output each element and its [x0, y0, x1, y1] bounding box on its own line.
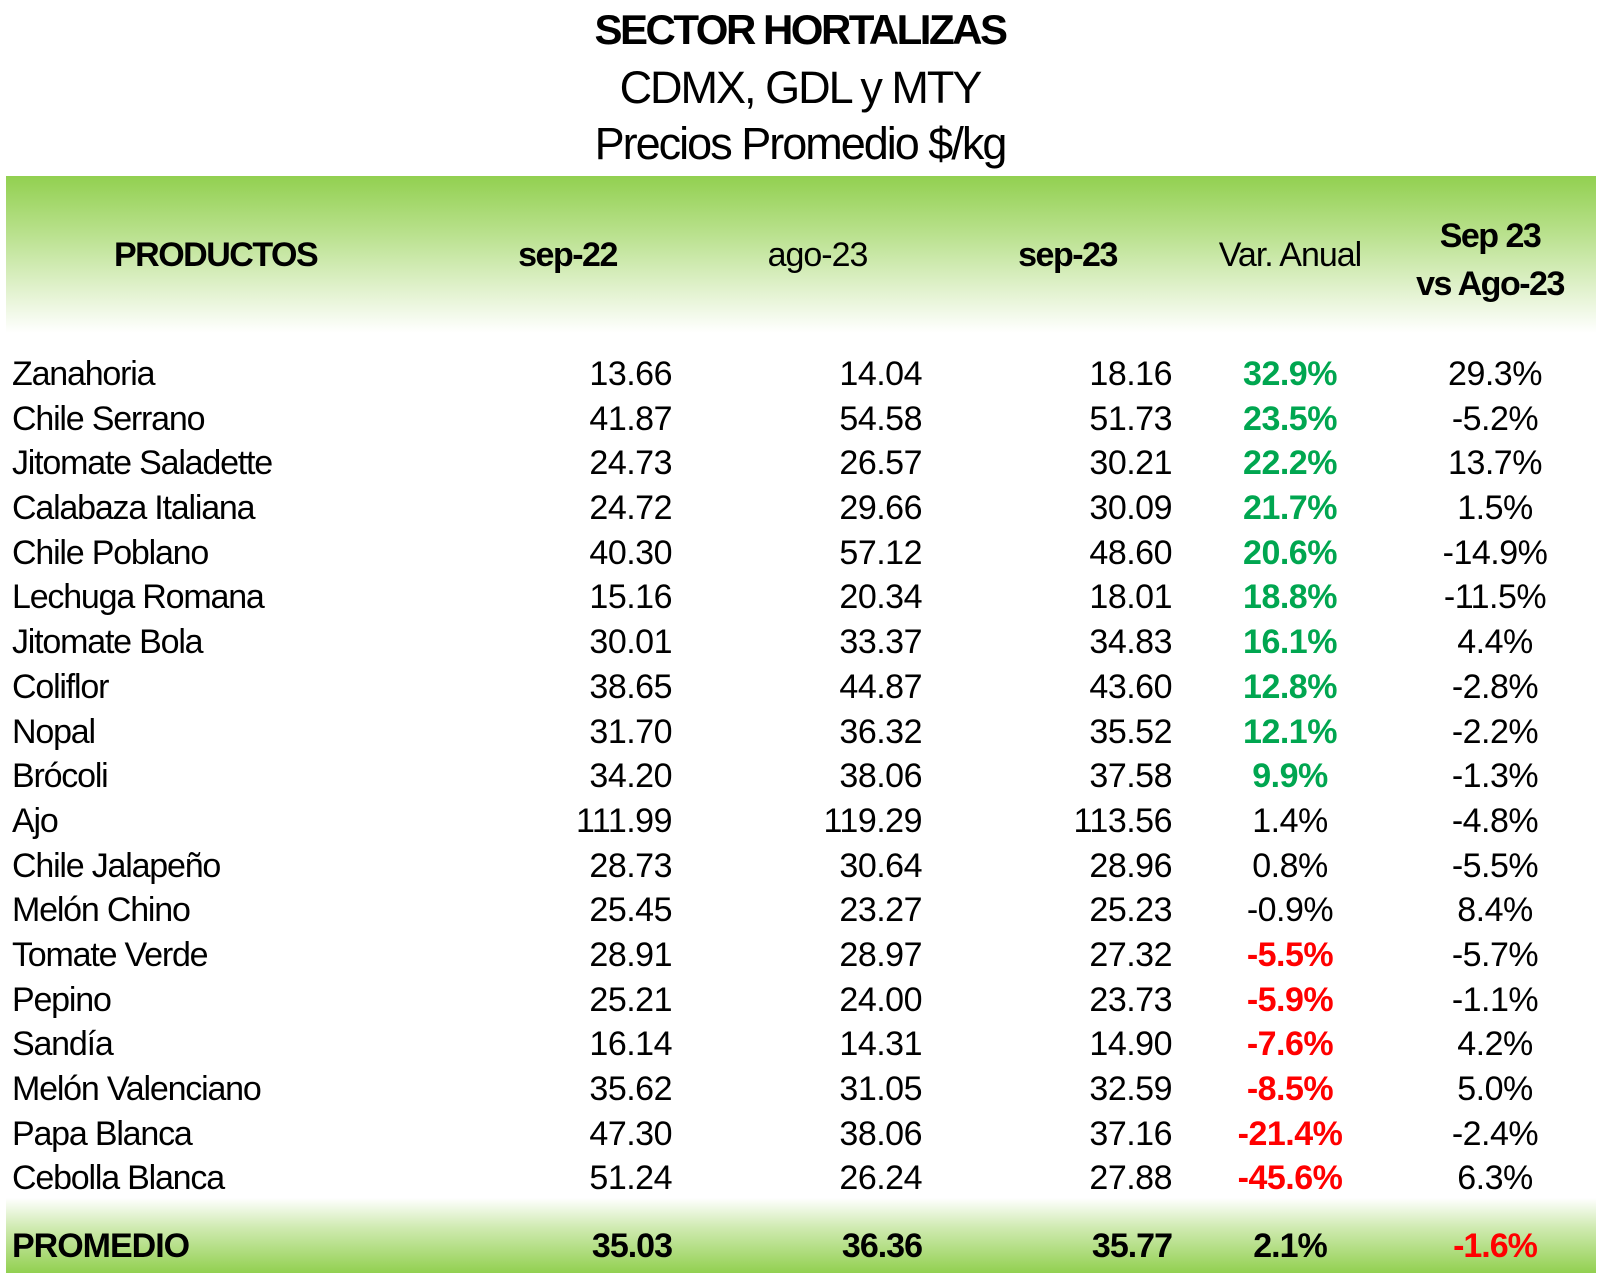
cell-ago-23: 24.00 [839, 980, 922, 1019]
cell-var-anual: -0.9% [1246, 891, 1334, 930]
cell-monthly-change: 29.3% [1448, 355, 1542, 393]
product-name: Cebolla Blanca [12, 1159, 224, 1198]
cell-monthly-change: 4.4% [1457, 623, 1533, 662]
table-footer-row [0, 1224, 1600, 1270]
product-name: Zanahoria [12, 355, 155, 393]
cell-var-anual: 23.5% [1243, 399, 1337, 438]
cell-ago-23: 23.27 [839, 891, 922, 930]
cell-sep-22: 47.30 [589, 1114, 672, 1153]
table-row [0, 1067, 1600, 1112]
table-row [0, 933, 1600, 978]
table-row [0, 352, 1600, 397]
cell-monthly-change: 8.4% [1457, 891, 1533, 930]
product-name: Chile Poblano [12, 533, 209, 572]
cell-ago-23: 36.32 [839, 712, 922, 751]
footer-sep-23: 35.77 [1091, 1227, 1172, 1265]
cell-sep-22: 38.65 [589, 667, 672, 706]
table-row [0, 441, 1600, 486]
cell-sep-23: 18.01 [1089, 578, 1172, 617]
product-name: Ajo [12, 801, 58, 840]
cell-sep-23: 37.58 [1089, 757, 1172, 796]
cell-sep-23: 27.32 [1089, 935, 1172, 974]
cell-sep-23: 113.56 [1073, 801, 1172, 840]
cell-sep-22: 24.73 [589, 444, 672, 483]
column-header-sep-23: sep-23 [1018, 236, 1117, 274]
cell-ago-23: 33.37 [839, 623, 922, 662]
cell-ago-23: 29.66 [839, 489, 922, 528]
cell-sep-22: 15.16 [589, 578, 672, 617]
product-name: Chile Jalapeño [12, 846, 221, 885]
table-row [0, 888, 1600, 933]
cell-sep-22: 28.91 [589, 935, 672, 974]
cell-ago-23: 38.06 [839, 757, 922, 796]
cell-var-anual: 1.4% [1252, 801, 1328, 840]
cell-var-anual: 12.1% [1243, 712, 1337, 751]
cell-sep-23: 25.23 [1089, 891, 1172, 930]
cell-var-anual: -7.6% [1246, 1025, 1334, 1064]
table-row [0, 486, 1600, 531]
table-row [0, 1022, 1600, 1067]
cell-ago-23: 38.06 [839, 1114, 922, 1153]
footer-monthly-change: -1.6% [1453, 1227, 1537, 1265]
cell-sep-23: 32.59 [1089, 1070, 1172, 1108]
cell-var-anual: 32.9% [1243, 355, 1337, 393]
cell-ago-23: 57.12 [839, 533, 922, 572]
cell-sep-22: 51.24 [589, 1159, 672, 1198]
cell-sep-23: 51.73 [1089, 399, 1172, 438]
cell-sep-23: 30.09 [1089, 489, 1172, 528]
cell-var-anual: 16.1% [1243, 623, 1337, 662]
footer-label: PROMEDIO [12, 1227, 190, 1265]
cell-ago-23: 54.58 [839, 399, 922, 438]
cell-sep-23: 30.21 [1089, 444, 1172, 483]
cell-sep-23: 34.83 [1089, 623, 1172, 662]
cell-monthly-change: 6.3% [1457, 1159, 1533, 1198]
cell-sep-22: 41.87 [589, 399, 672, 438]
product-name: Papa Blanca [12, 1114, 192, 1153]
cell-ago-23: 26.24 [839, 1159, 922, 1198]
cell-var-anual: 22.2% [1243, 444, 1337, 483]
cell-sep-22: 13.66 [589, 355, 672, 393]
page-title: SECTOR HORTALIZAS [594, 6, 1006, 53]
product-name: Melón Chino [12, 891, 190, 930]
cell-sep-22: 111.99 [576, 801, 672, 840]
cell-monthly-change: -2.4% [1451, 1114, 1539, 1153]
cell-sep-23: 28.96 [1089, 846, 1172, 885]
cell-monthly-change: 4.2% [1457, 1025, 1533, 1064]
cell-sep-23: 23.73 [1089, 980, 1172, 1019]
table-row [0, 710, 1600, 755]
cell-monthly-change: -2.2% [1451, 712, 1539, 751]
table-body [0, 352, 1600, 1201]
cell-ago-23: 20.34 [839, 578, 922, 617]
page-subtitle-units: Precios Promedio $/kg [594, 118, 1006, 169]
table-row [0, 665, 1600, 710]
column-header-ago-23: ago-23 [767, 236, 868, 274]
cell-sep-23: 43.60 [1089, 667, 1172, 706]
product-name: Brócoli [12, 757, 108, 796]
product-name: Coliflor [12, 667, 109, 706]
cell-monthly-change: -4.8% [1451, 801, 1539, 840]
cell-sep-22: 16.14 [589, 1025, 672, 1064]
cell-sep-22: 25.45 [589, 891, 672, 930]
table-row [0, 397, 1600, 442]
cell-sep-23: 35.52 [1089, 712, 1172, 751]
cell-sep-22: 28.73 [589, 846, 672, 885]
cell-ago-23: 31.05 [839, 1070, 922, 1108]
cell-ago-23: 14.04 [839, 355, 922, 393]
product-name: Tomate Verde [12, 935, 208, 974]
cell-ago-23: 119.29 [823, 801, 922, 840]
product-name: Pepino [12, 980, 111, 1019]
column-header-sep-22: sep-22 [518, 236, 617, 274]
page-subtitle-regions: CDMX, GDL y MTY [619, 62, 981, 113]
cell-sep-23: 27.88 [1089, 1159, 1172, 1198]
cell-monthly-change: -5.2% [1451, 399, 1539, 438]
footer-var-anual: 2.1% [1253, 1227, 1327, 1265]
table-row [0, 1112, 1600, 1157]
cell-sep-22: 31.70 [589, 712, 672, 751]
cell-ago-23: 26.57 [839, 444, 922, 483]
footer-sep-22: 35.03 [591, 1227, 672, 1265]
table-row [0, 1156, 1600, 1201]
cell-var-anual: 18.8% [1243, 578, 1337, 617]
cell-ago-23: 44.87 [839, 667, 922, 706]
cell-var-anual: 12.8% [1243, 667, 1337, 706]
cell-var-anual: 21.7% [1243, 489, 1337, 528]
product-name: Nopal [12, 712, 95, 751]
cell-monthly-change: -14.9% [1442, 533, 1548, 572]
product-name: Sandía [12, 1025, 113, 1064]
cell-var-anual: -5.9% [1246, 980, 1334, 1019]
column-header-monthly-change-line2: vs Ago-23 [1416, 265, 1564, 303]
cell-monthly-change: 13.7% [1448, 444, 1542, 483]
cell-sep-22: 34.20 [589, 757, 672, 796]
cell-monthly-change: -5.7% [1451, 935, 1539, 974]
cell-var-anual: -45.6% [1237, 1159, 1343, 1198]
cell-ago-23: 28.97 [839, 935, 922, 974]
cell-monthly-change: -1.3% [1451, 757, 1539, 796]
table-row [0, 799, 1600, 844]
table-row [0, 531, 1600, 576]
cell-sep-22: 30.01 [589, 623, 672, 662]
product-name: Melón Valenciano [12, 1070, 261, 1108]
product-name: Calabaza Italiana [12, 489, 255, 528]
cell-sep-23: 18.16 [1089, 355, 1172, 393]
cell-monthly-change: -11.5% [1443, 578, 1547, 617]
table-row [0, 844, 1600, 889]
table-row [0, 620, 1600, 665]
cell-monthly-change: -5.5% [1451, 846, 1539, 885]
table-row [0, 754, 1600, 799]
cell-ago-23: 30.64 [839, 846, 922, 885]
cell-var-anual: 20.6% [1243, 533, 1337, 572]
column-header-monthly-change [1385, 212, 1595, 308]
cell-sep-23: 37.16 [1089, 1114, 1172, 1153]
cell-var-anual: 0.8% [1252, 846, 1328, 885]
cell-ago-23: 14.31 [839, 1025, 922, 1064]
product-name: Lechuga Romana [12, 578, 264, 617]
cell-sep-22: 25.21 [589, 980, 672, 1019]
cell-var-anual: 9.9% [1252, 757, 1328, 796]
table-row [0, 575, 1600, 620]
cell-var-anual: -5.5% [1246, 935, 1334, 974]
column-header-var-anual: Var. Anual [1218, 236, 1362, 274]
cell-sep-23: 48.60 [1089, 533, 1172, 572]
table-row [0, 978, 1600, 1023]
cell-sep-22: 40.30 [589, 533, 672, 572]
cell-var-anual: -8.5% [1246, 1070, 1334, 1108]
product-name: Jitomate Bola [12, 623, 203, 662]
cell-var-anual: -21.4% [1237, 1114, 1343, 1153]
footer-ago-23: 36.36 [841, 1227, 922, 1265]
column-header-monthly-change-line1: Sep 23 [1439, 217, 1541, 255]
product-name: Chile Serrano [12, 399, 205, 438]
cell-monthly-change: -2.8% [1451, 667, 1539, 706]
cell-monthly-change: 5.0% [1457, 1070, 1533, 1108]
column-header-products: PRODUCTOS [114, 236, 318, 274]
cell-monthly-change: -1.1% [1451, 980, 1539, 1019]
cell-monthly-change: 1.5% [1457, 489, 1533, 528]
cell-sep-23: 14.90 [1089, 1025, 1172, 1064]
product-name: Jitomate Saladette [12, 444, 273, 483]
cell-sep-22: 35.62 [589, 1070, 672, 1108]
cell-sep-22: 24.72 [589, 489, 672, 528]
